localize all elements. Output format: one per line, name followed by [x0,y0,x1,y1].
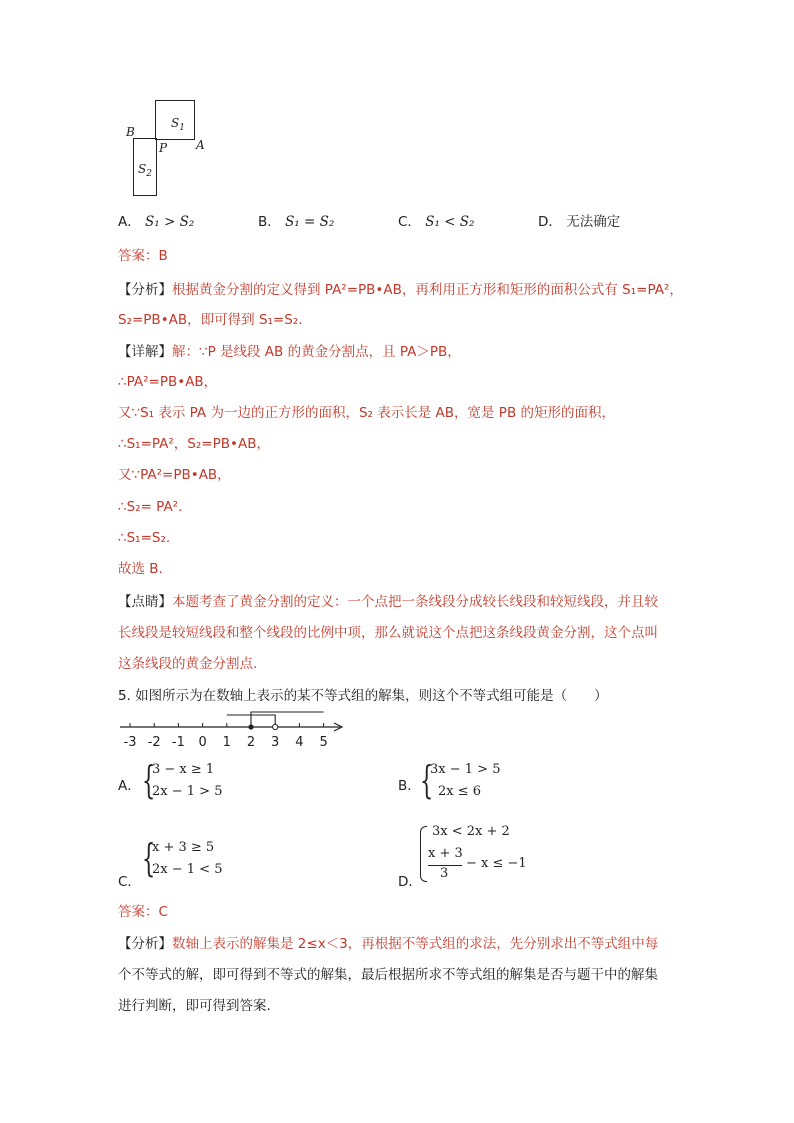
q5-option-d-label: D． [398,874,422,890]
q4-comment-line2: 长线段是较短线段和整个线段的比例中项，那么就说这个点把这条线段黄金分割，这个点叫 [118,625,658,641]
axis-tick-label: 4 [295,735,304,750]
q5-answer: 答案：C [118,904,168,920]
solution-bracket-upper [251,712,324,727]
q5-analysis-line2: 个不等式的解，即可得到不等式的解集，最后根据所求不等式组的解集是否与题干中的解集 [118,967,658,983]
brace-icon: { [142,836,156,880]
number-line [118,708,350,752]
q4-detail-line8: 故选 B. [118,561,163,577]
q4-detail-line5: 又∵PA²=PB•AB， [118,467,231,483]
axis-tick-label: 2 [246,735,256,750]
q4-comment-line1: 【点睛】本题考查了黄金分割的定义：一个点把一条线段分成较长线段和较短线段，并且较 [118,594,658,610]
q4-analysis-line2: S₂=PB•AB，即可得到 S₁=S₂. [118,312,303,328]
q5-b-line2: 2x ≤ 6 [438,784,482,799]
q4-detail-line7: ∴S₁=S₂. [118,530,171,546]
axis-tick-label: 3 [271,735,280,750]
closed-endpoint [248,724,253,729]
label-p: P [159,141,168,155]
axis-tick-label: -2 [147,735,161,750]
q4-detail-line6: ∴S₂= PA². [118,499,183,515]
q4-analysis-line1: 【分析】根据黄金分割的定义得到 PA²=PB•AB，再利用正方形和矩形的面积公式有 S₁=PA²， [118,282,683,298]
q5-a-line1: 3 − x ≥ 1 [152,762,215,777]
q4-comment-line3: 这条线段的黄金分割点. [118,656,258,672]
axis-tick-label: -3 [123,735,137,750]
option-d: D． 无法确定 [538,214,621,230]
q4-detail-line4: ∴S₁=PA²，S₂=PB•AB， [118,436,270,452]
label-s1: $S_1$ [171,116,185,133]
label-b: B [126,125,135,139]
axis-tick-label: -1 [171,735,185,750]
q5-d-frac-den: 3 [440,866,449,881]
q4-detail-line3: 又∵S₁ 表示 PA 为一边的正方形的面积，S₂ 表示长是 AB，宽是 PB 的矩形的面积， [118,405,616,421]
q4-detail-line1: 【详解】解：∵P 是线段 AB 的黄金分割点，且 PA＞PB， [118,344,461,360]
q5-analysis-line1: 【分析】数轴上表示的解集是 2≤x＜3，再根据不等式组的求法，先分别求出不等式组中每 [118,936,659,952]
open-endpoint [273,724,278,729]
q5-d-line1: 3x < 2x + 2 [432,824,510,839]
option-a: A． S₁ > S₂ [118,214,195,230]
q5-option-b-label: B． [398,778,421,794]
option-b: B． S₁ = S₂ [258,214,335,230]
q5-d-rest: − x ≤ −1 [466,856,527,871]
q5-a-line2: 2x − 1 > 5 [152,784,223,799]
axis-tick-label: 5 [319,735,328,750]
q4-answer: 答案：B [118,248,168,264]
q4-detail-line2: ∴PA²=PB•AB， [118,374,218,390]
axis-tick-label: 1 [222,735,231,750]
q5-analysis-line3: 进行判断，即可得到答案. [118,998,271,1014]
q5-c-line1: x + 3 ≥ 5 [152,840,215,855]
label-a: A [196,138,205,152]
brace-icon [420,826,427,882]
label-s2: $S_2$ [138,162,152,179]
q5-c-line2: 2x − 1 < 5 [152,862,223,877]
q5-option-a-label: A． [118,778,141,794]
brace-icon: { [142,758,156,802]
q5-question: 5. 如图所示为在数轴上表示的某不等式组的解集，则这个不等式组可能是（ ） [118,688,608,704]
q5-b-line1: 3x − 1 > 5 [430,762,501,777]
brace-icon: { [420,758,434,802]
option-c: C． S₁ < S₂ [398,214,475,230]
q5-d-frac-num: x + 3 [428,846,463,861]
axis-tick-label: 0 [198,735,207,750]
q5-option-c-label: C． [118,874,141,890]
